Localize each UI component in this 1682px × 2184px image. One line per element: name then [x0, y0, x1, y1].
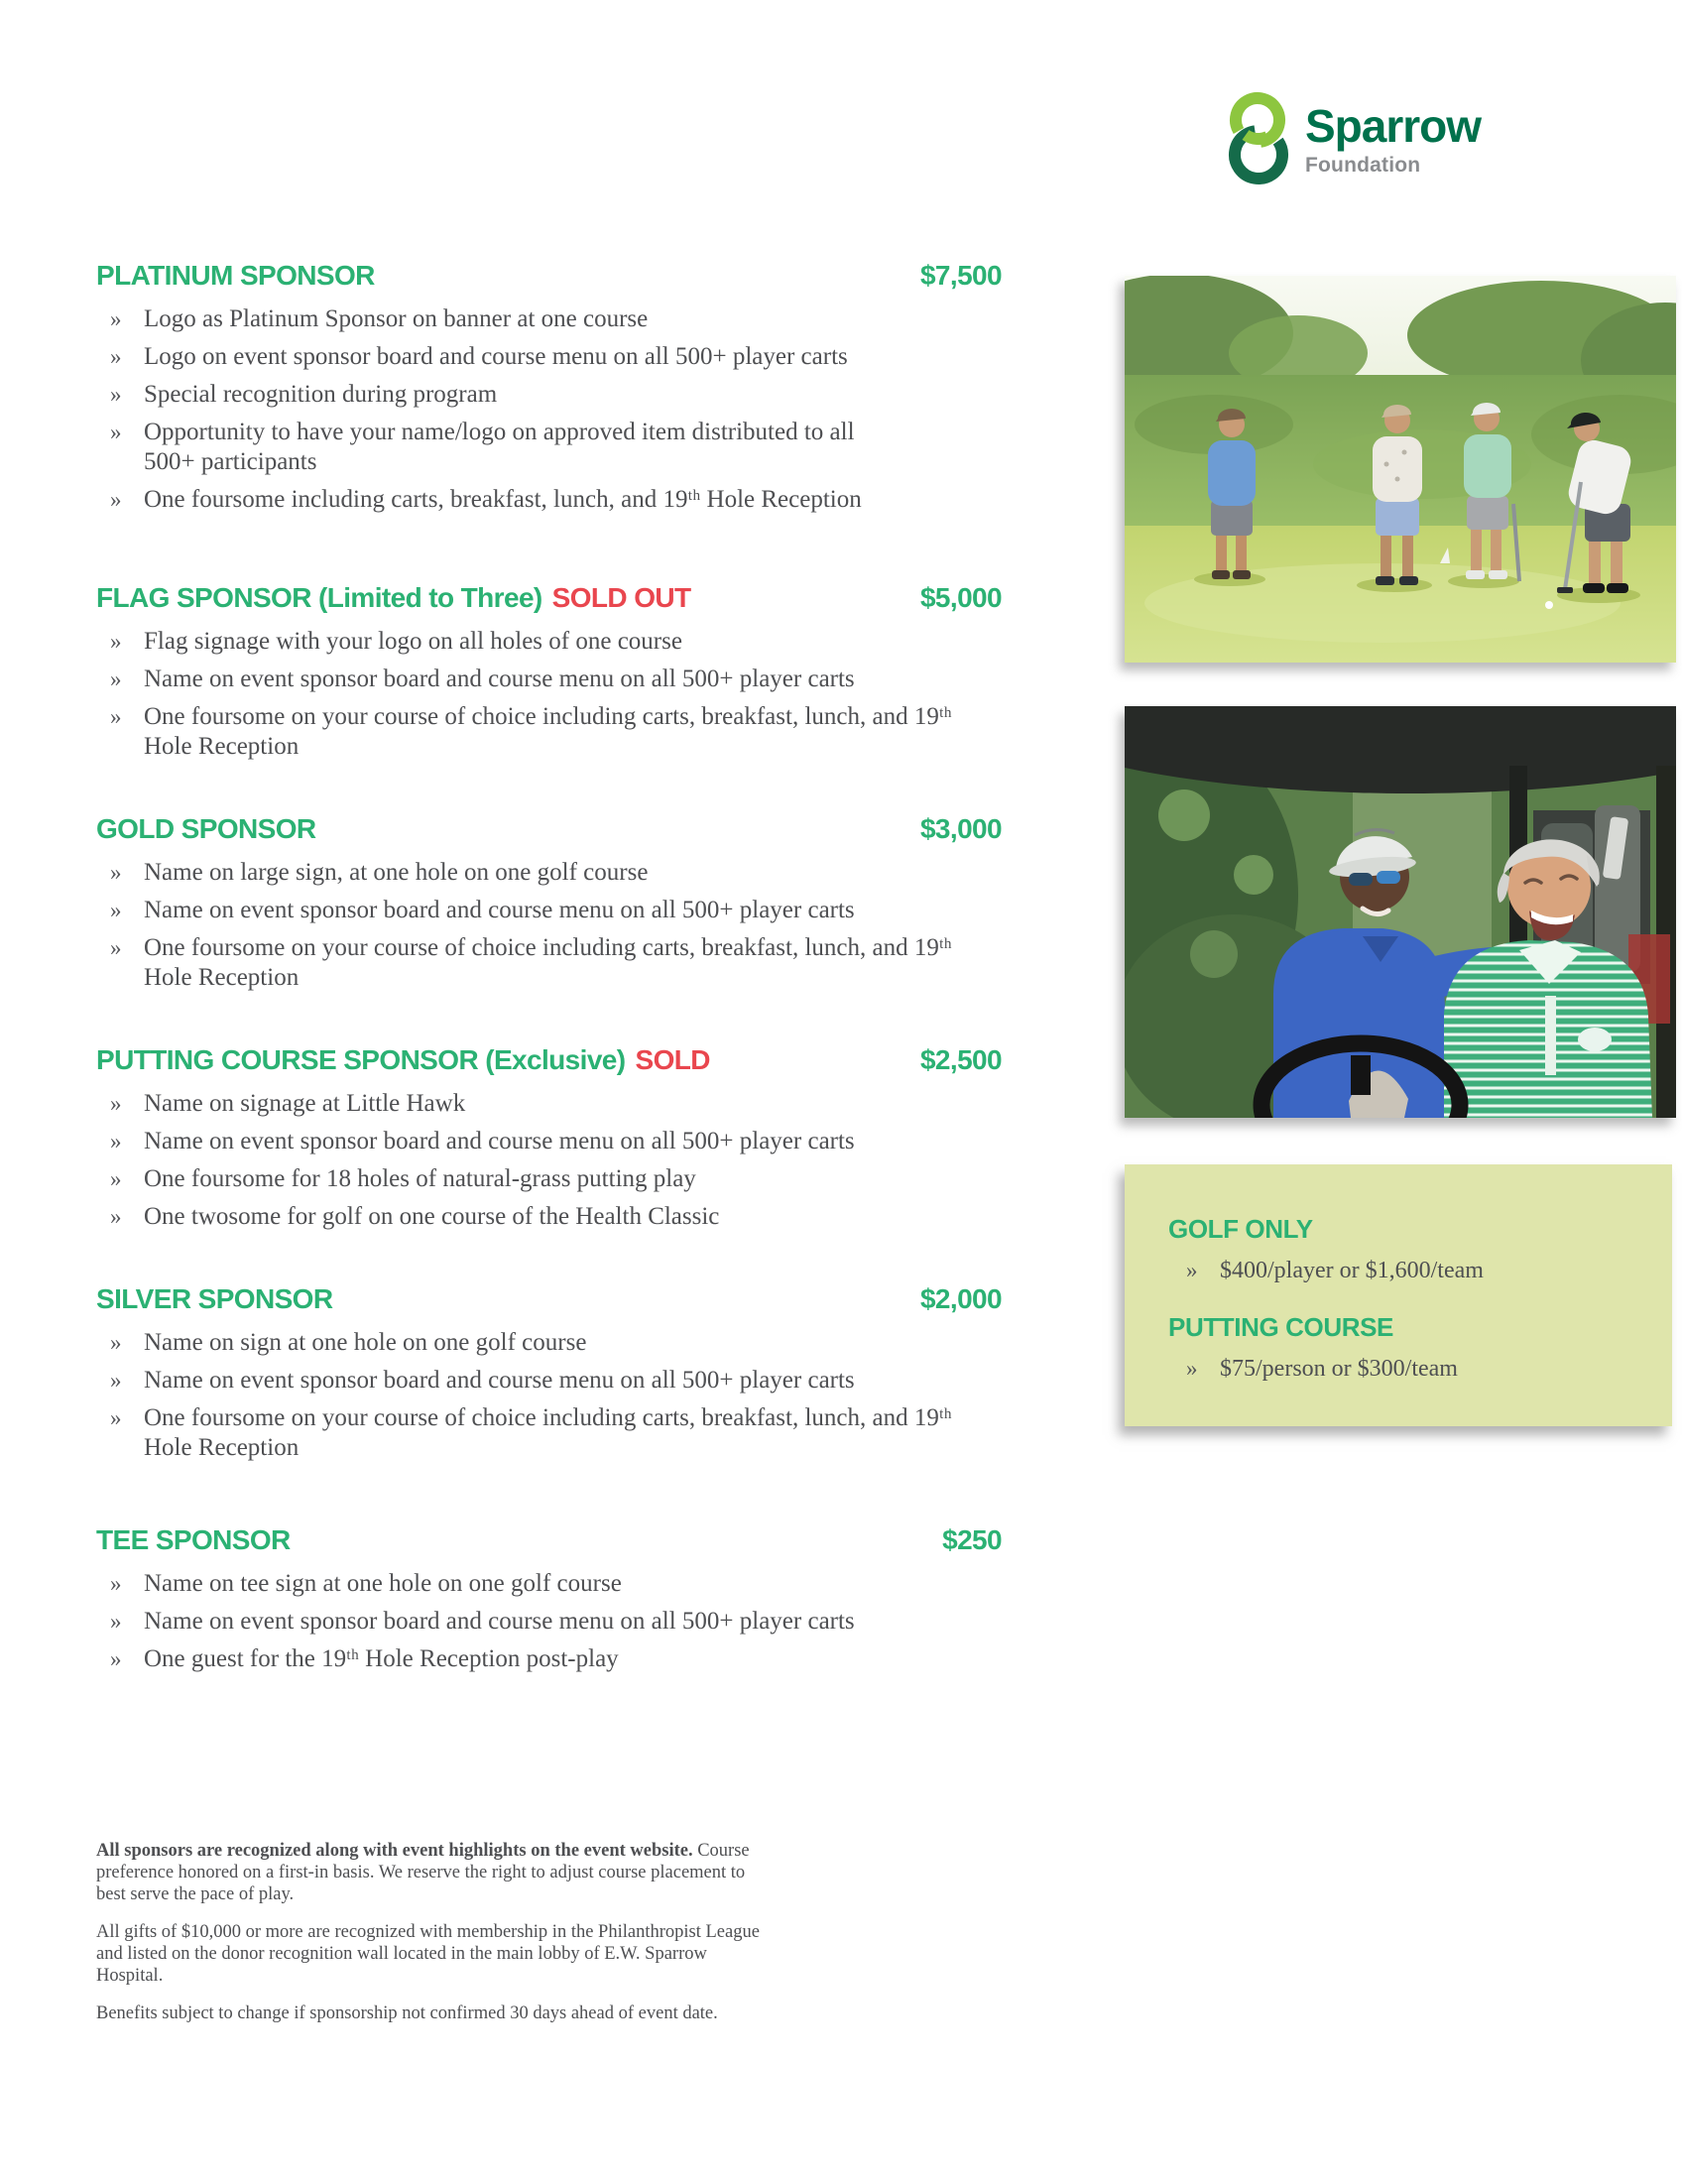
- sold-out-badge: SOLD OUT: [551, 582, 691, 613]
- section-platinum-sponsor: [96, 260, 1002, 515]
- section-flag-sponsor: [96, 582, 1002, 762]
- section-heading: [96, 1044, 1002, 1076]
- bullet-icon: »: [110, 487, 122, 512]
- section-title: SILVER SPONSOR: [96, 1283, 333, 1314]
- bullet-icon: »: [1186, 1356, 1198, 1381]
- price-list: [1168, 1257, 1636, 1284]
- benefit-item: » Name on event sponsor board and course menu on all 500+ player carts: [110, 1367, 855, 1394]
- brand-logo: [1228, 91, 1481, 188]
- photo-golfers-putting-green: [1125, 276, 1676, 663]
- benefit-item: » Name on event sponsor board and course menu on all 500+ player carts: [110, 666, 855, 692]
- bullet-icon: »: [110, 1330, 122, 1355]
- benefit-item: » Name on large sign, at one hole on one golf course: [110, 859, 649, 886]
- benefit-item: » Logo as Platinum Sponsor on banner at one course: [110, 305, 649, 332]
- section-heading: [96, 1524, 1002, 1556]
- section-silver-sponsor: [96, 1283, 1002, 1463]
- benefit-item: » Opportunity to have your name/logo on approved item distributed to all 500+ participants: [110, 419, 855, 475]
- note-paragraph: All gifts of $10,000 or more are recognized with membership in the Philanthropist League and listed on the donor recognition wall located in the main lobby of E.W. Sparrow Hospital.: [96, 1922, 760, 1986]
- benefit-item: » One guest for the 19ᵗʰ Hole Reception post-play: [110, 1645, 619, 1672]
- section-title: PLATINUM SPONSOR: [96, 260, 375, 291]
- bullet-icon: »: [110, 1368, 122, 1393]
- benefit-list: [96, 1569, 1002, 1674]
- bullet-icon: »: [110, 704, 122, 729]
- putting-course-heading: PUTTING COURSE: [1168, 1312, 1393, 1342]
- note-paragraph: Benefits subject to change if sponsorship not confirmed 30 days ahead of event date.: [96, 2003, 718, 2023]
- benefit-item: » Logo on event sponsor board and course menu on all 500+ player carts: [110, 343, 848, 370]
- bullet-icon: »: [110, 935, 122, 960]
- bullet-icon: »: [110, 1129, 122, 1153]
- footer-notes: [96, 1840, 767, 2040]
- section-price: $3,000: [919, 813, 1002, 844]
- bullet-icon: »: [110, 629, 122, 654]
- brand-subtitle: Foundation: [1305, 154, 1421, 177]
- bullet-icon: »: [110, 667, 122, 691]
- section-price: $5,000: [919, 582, 1002, 613]
- bullet-icon: »: [110, 898, 122, 922]
- bullet-icon: »: [110, 420, 122, 444]
- section-title: FLAG SPONSOR (Limited to Three): [96, 582, 542, 613]
- section-putting-course-sponsor: [96, 1044, 1002, 1232]
- benefit-item: » One foursome on your course of choice including carts, breakfast, lunch, and 19ᵗʰ Hole Reception: [110, 1404, 952, 1461]
- benefit-item: » Name on event sponsor board and course menu on all 500+ player carts: [110, 1608, 855, 1635]
- section-tee-sponsor: [96, 1524, 1002, 1674]
- benefit-item: » One foursome for 18 holes of natural-grass putting play: [110, 1165, 696, 1192]
- section-price: $7,500: [919, 260, 1002, 291]
- benefit-list: [96, 627, 1002, 762]
- benefit-item: » Name on tee sign at one hole on one golf course: [110, 1570, 622, 1597]
- bullet-icon: »: [110, 306, 122, 331]
- play-pricing-box: [1125, 1164, 1672, 1426]
- bullet-icon: »: [1186, 1258, 1198, 1282]
- price-item: » $75/person or $300/team: [1186, 1356, 1458, 1382]
- benefit-item: » Flag signage with your logo on all holes of one course: [110, 628, 682, 655]
- price-item: » $400/player or $1,600/team: [1186, 1258, 1484, 1283]
- bullet-icon: »: [110, 1609, 122, 1634]
- section-heading: [96, 1283, 1002, 1315]
- note-paragraph: All sponsors are recognized along with event highlights on the event website. Course preference honored on a first-in basis. We reserve the right to adjust course placement to best serve the pace of play.: [96, 1841, 750, 1904]
- benefit-list: [96, 858, 1002, 993]
- putting-course-option: [1168, 1312, 1636, 1383]
- price-list: [1168, 1355, 1636, 1383]
- bullet-icon: »: [110, 860, 122, 885]
- section-title: GOLD SPONSOR: [96, 813, 316, 844]
- section-title: TEE SPONSOR: [96, 1524, 291, 1555]
- bullet-icon: »: [110, 344, 122, 369]
- benefit-list: [96, 1089, 1002, 1232]
- sold-out-badge: SOLD: [635, 1044, 710, 1075]
- section-price: $2,000: [919, 1283, 1002, 1314]
- golf-only-option: [1168, 1214, 1636, 1284]
- bullet-icon: »: [110, 1571, 122, 1596]
- bullet-icon: »: [110, 382, 122, 407]
- benefit-item: » Name on signage at Little Hawk: [110, 1090, 466, 1117]
- benefit-item: » One twosome for golf on one course of the Health Classic: [110, 1203, 720, 1230]
- section-gold-sponsor: [96, 813, 1002, 993]
- brand-name: Sparrow: [1305, 100, 1482, 152]
- section-heading: [96, 582, 1002, 614]
- section-title: PUTTING COURSE SPONSOR (Exclusive): [96, 1044, 626, 1075]
- benefit-item: » Name on sign at one hole on one golf course: [110, 1329, 587, 1356]
- section-price: $2,500: [919, 1044, 1002, 1075]
- bullet-icon: »: [110, 1204, 122, 1229]
- benefit-item: » One foursome on your course of choice including carts, breakfast, lunch, and 19ᵗʰ Hole Reception: [110, 703, 952, 760]
- benefit-item: » Special recognition during program: [110, 381, 498, 408]
- brand-text: [1305, 91, 1481, 178]
- section-heading: [96, 813, 1002, 845]
- benefit-item: » Name on event sponsor board and course menu on all 500+ player carts: [110, 1128, 855, 1154]
- benefit-list: [96, 304, 1002, 515]
- section-price: $250: [942, 1524, 1002, 1555]
- right-column: [1125, 276, 1676, 1426]
- bullet-icon: »: [110, 1405, 122, 1430]
- sparrow-rings-icon: [1228, 91, 1289, 188]
- sponsorship-sections: [96, 260, 1002, 1726]
- benefit-item: » One foursome on your course of choice including carts, breakfast, lunch, and 19ᵗʰ Hole Reception: [110, 934, 952, 991]
- bullet-icon: »: [110, 1646, 122, 1671]
- benefit-list: [96, 1328, 1002, 1463]
- bullet-icon: »: [110, 1091, 122, 1116]
- benefit-item: » One foursome including carts, breakfast, lunch, and 19ᵗʰ Hole Reception: [110, 486, 862, 513]
- benefit-item: » Name on event sponsor board and course menu on all 500+ player carts: [110, 897, 855, 923]
- golf-only-heading: GOLF ONLY: [1168, 1214, 1313, 1244]
- bullet-icon: »: [110, 1166, 122, 1191]
- photo-golf-cart-pair: [1125, 706, 1676, 1118]
- note-bold-lead: All sponsors are recognized along with event highlights on the event website.: [96, 1841, 693, 1861]
- section-heading: [96, 260, 1002, 292]
